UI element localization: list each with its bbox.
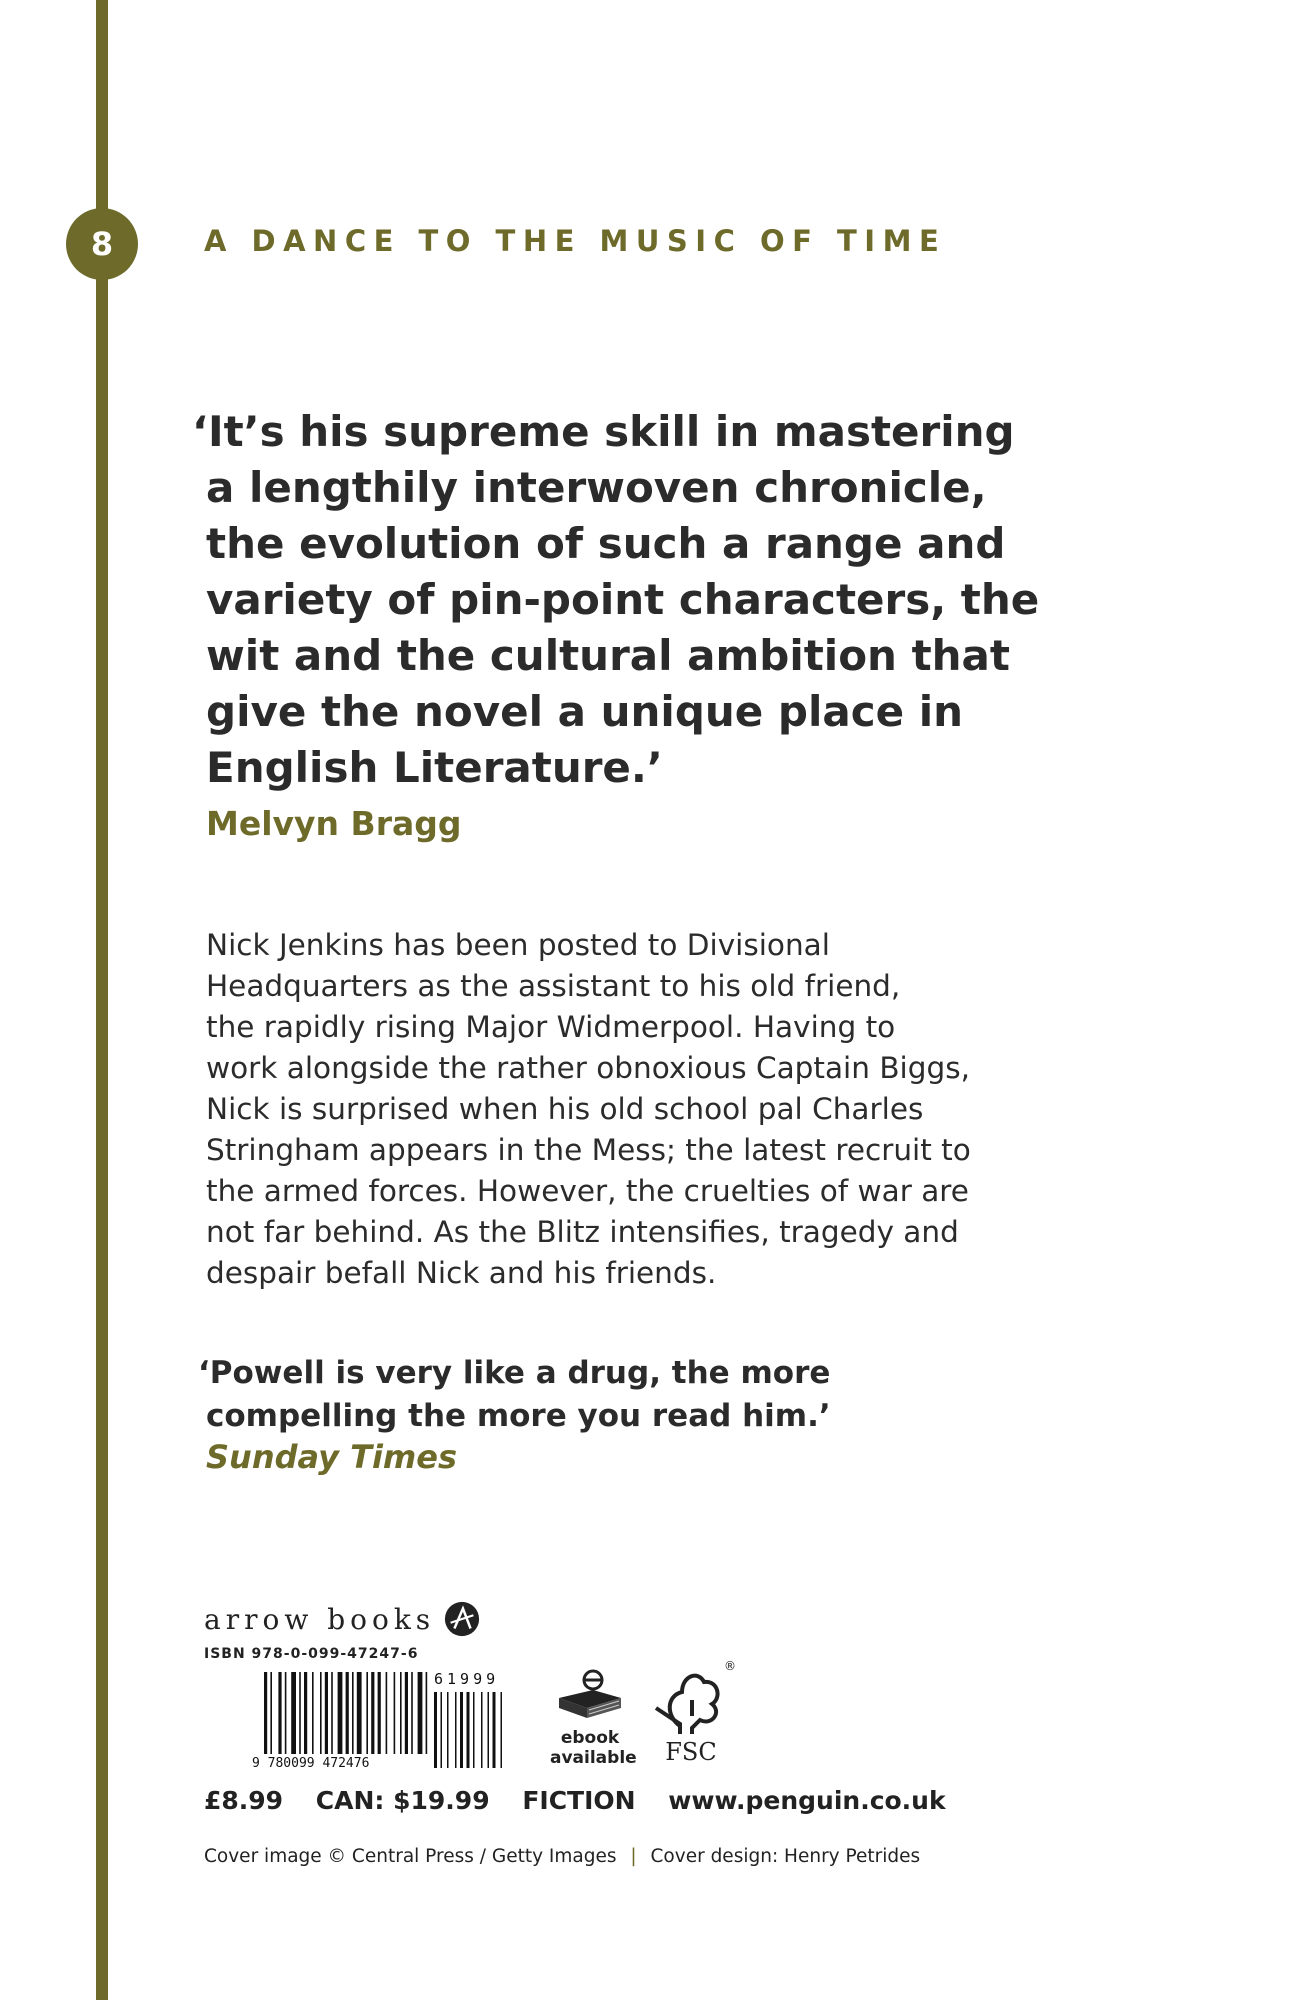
review-quote-secondary	[198, 1352, 1058, 1438]
credit-separator: |	[630, 1846, 637, 1867]
quote-line: compelling the more you read him.’	[206, 1398, 831, 1434]
cover-image-credit: Cover image © Central Press / Getty Images	[204, 1846, 617, 1867]
quote-attribution-secondary: Sunday Times	[206, 1438, 458, 1476]
publisher-imprint	[204, 1600, 481, 1638]
price-row	[204, 1786, 970, 1815]
blurb-line: the rapidly rising Major Widmerpool. Having to	[206, 1010, 896, 1044]
blurb-line: Nick Jenkins has been posted to Divisional	[206, 928, 830, 962]
fsc-certification	[646, 1656, 736, 1766]
review-quote-primary	[192, 404, 1072, 796]
quote-line: the evolution of such a range and	[206, 519, 1006, 568]
quote-attribution-primary: Melvyn Bragg	[206, 804, 462, 843]
blurb-line: not far behind. As the Blitz intensifies, tragedy and	[206, 1215, 959, 1249]
publisher-name: arrow books	[204, 1602, 436, 1636]
quote-line: a lengthily interwoven chronicle,	[206, 463, 987, 512]
quote-line: ‘Powell is very like a drug, the more	[198, 1355, 831, 1391]
isbn-label: ISBN 978-0-099-47247-6	[204, 1646, 419, 1662]
book-blurb	[206, 925, 1086, 1294]
series-title: A DANCE TO THE MUSIC OF TIME	[204, 224, 947, 258]
quote-line: wit and the cultural ambition that	[206, 631, 1010, 680]
publisher-website: www.penguin.co.uk	[668, 1786, 946, 1815]
quote-line: ‘It’s his supreme skill in mastering	[192, 407, 1015, 456]
ebook-icon	[553, 1668, 627, 1724]
ebook-label-line2: available	[550, 1748, 637, 1768]
fsc-registered-mark: ®	[724, 1659, 736, 1673]
blurb-line: Nick is surprised when his old school pal Charles	[206, 1092, 924, 1126]
volume-number-badge: 8	[66, 208, 138, 280]
addon-digits: 61999	[434, 1670, 500, 1688]
ebook-available-badge	[550, 1668, 637, 1768]
arrow-logo-icon	[443, 1600, 481, 1638]
uk-price: £8.99	[204, 1786, 284, 1815]
fsc-tree-icon	[646, 1656, 736, 1738]
cover-design-credit: Cover design: Henry Petrides	[650, 1846, 921, 1867]
quote-line: variety of pin-point characters, the	[206, 575, 1040, 624]
price-addon-barcode	[430, 1670, 530, 1770]
quote-line: give the novel a unique place in	[206, 687, 964, 736]
can-price: CAN: $19.99	[315, 1786, 490, 1815]
spine-accent-line	[96, 0, 108, 2000]
blurb-line: work alongside the rather obnoxious Captain Biggs,	[206, 1051, 970, 1085]
quote-line: English Literature.’	[206, 743, 663, 792]
fsc-label: FSC	[665, 1738, 717, 1766]
blurb-line: Stringham appears in the Mess; the latest recruit to	[206, 1133, 971, 1167]
blurb-line: the armed forces. However, the cruelties of war are	[206, 1174, 969, 1208]
cover-credits	[204, 1846, 920, 1867]
genre-label: FICTION	[522, 1786, 636, 1815]
blurb-line: despair befall Nick and his friends.	[206, 1256, 717, 1290]
ebook-label-line1: ebook	[560, 1728, 620, 1748]
barcode-digits: 9 780099 472476	[252, 1756, 370, 1770]
blurb-line: Headquarters as the assistant to his old friend,	[206, 969, 901, 1003]
